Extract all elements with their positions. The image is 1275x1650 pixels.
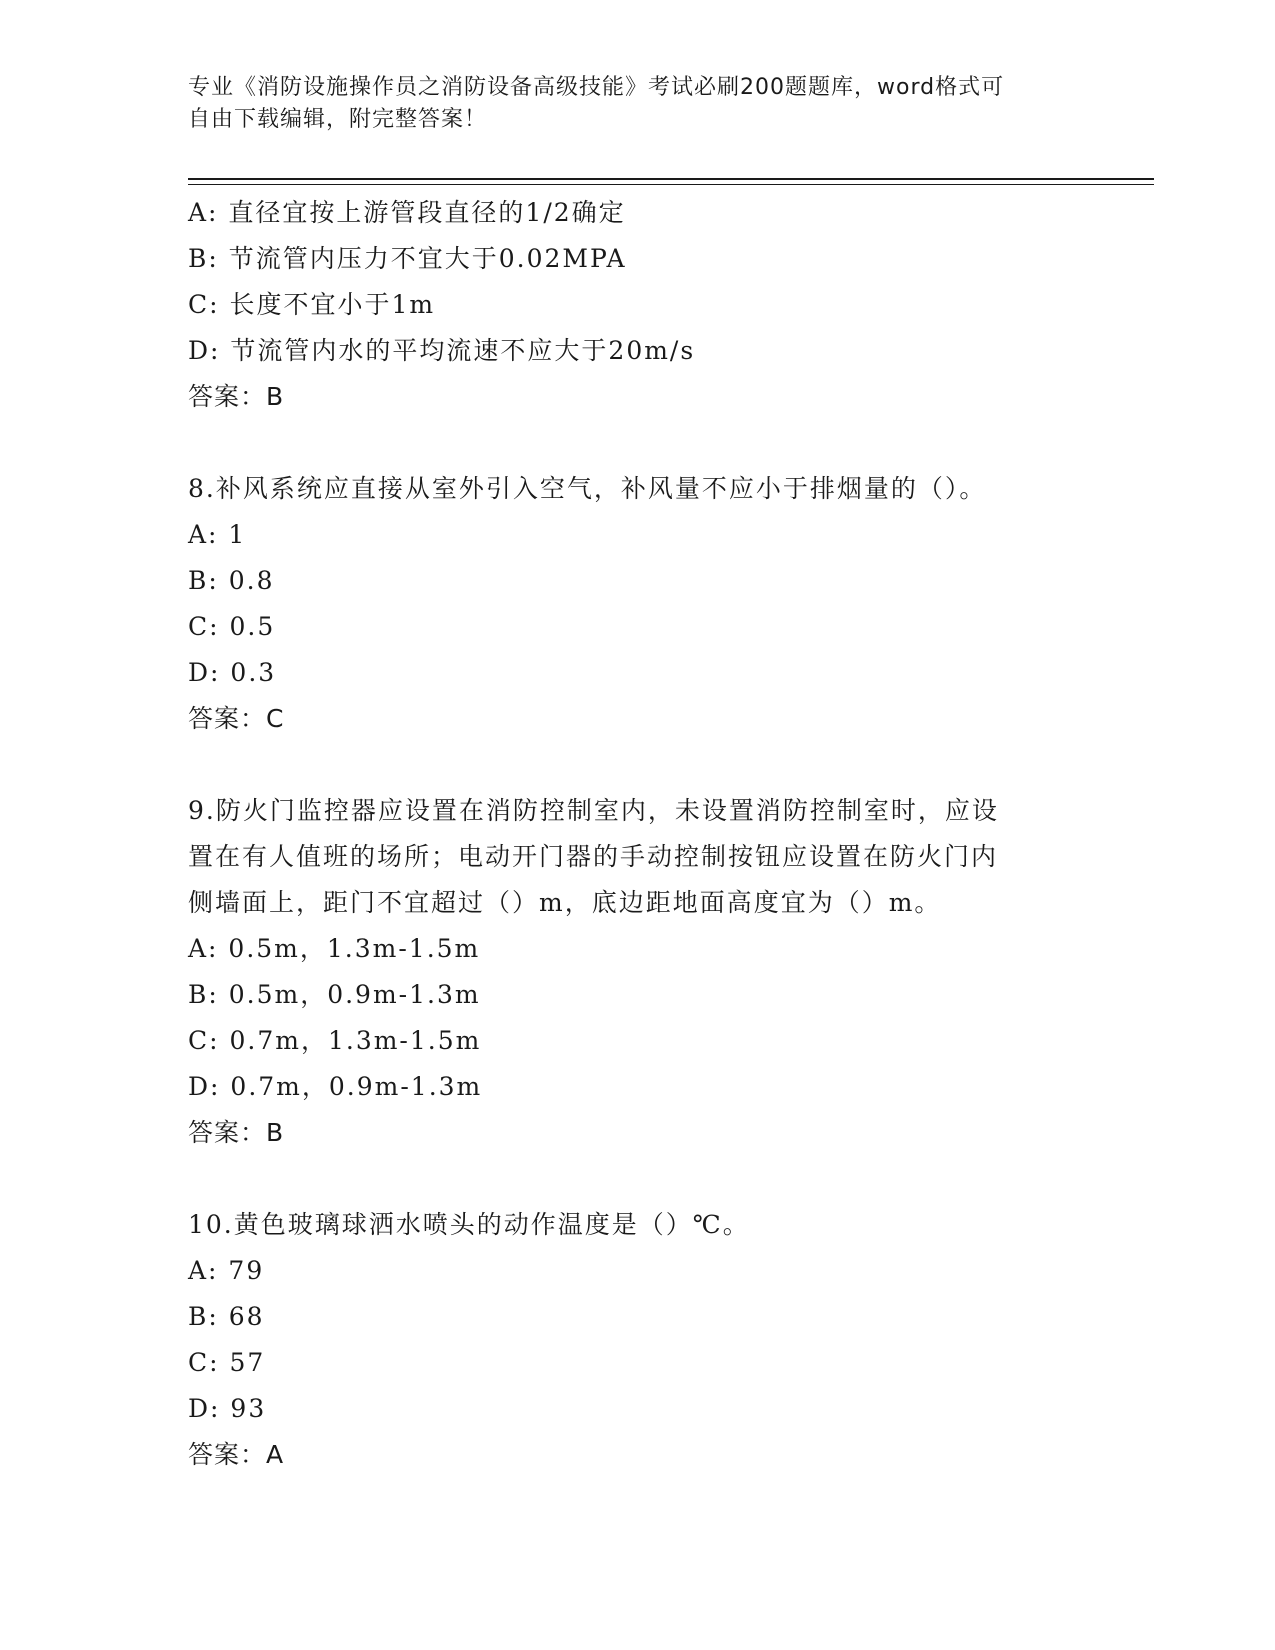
q9-option-d: D: 0.7m，0.9m-1.3m (188, 1072, 483, 1101)
q7-option-b: B: 节流管内压力不宜大于0.02MPA (188, 244, 627, 273)
spacer (188, 742, 1088, 788)
q7-answer: 答案：B (188, 382, 285, 411)
q9-option-a: A: 0.5m，1.3m-1.5m (188, 934, 481, 963)
q10-answer: 答案：A (188, 1440, 285, 1469)
header-divider-top (188, 178, 1154, 180)
q9-stem-line-1: 9.防火门监控器应设置在消防控制室内，未设置消防控制室时，应设 (188, 796, 999, 825)
q7-option-d: D: 节流管内水的平均流速不应大于20m/s (188, 336, 696, 365)
document-header (188, 72, 1068, 136)
q10-option-d: D: 93 (188, 1394, 267, 1423)
q8-answer: 答案：C (188, 704, 285, 733)
q9-option-c: C: 0.7m，1.3m-1.5m (188, 1026, 482, 1055)
q8-option-b: B: 0.8 (188, 566, 275, 595)
q7-option-c: C: 长度不宜小于1m (188, 290, 436, 319)
q8-stem: 8.补风系统应直接从室外引入空气，补风量不应小于排烟量的（）。 (188, 474, 987, 503)
question-7 (188, 190, 1088, 420)
q10-option-c: C: 57 (188, 1348, 266, 1377)
q9-stem-line-3: 侧墙面上，距门不宜超过（）m，底边距地面高度宜为（）m。 (188, 888, 942, 917)
q8-option-c: C: 0.5 (188, 612, 276, 641)
spacer (188, 1156, 1088, 1202)
header-divider-bottom (188, 184, 1154, 185)
q9-answer: 答案：B (188, 1118, 285, 1147)
question-10 (188, 1202, 1088, 1478)
spacer (188, 420, 1088, 466)
question-8 (188, 466, 1088, 742)
q9-stem-line-2: 置在有人值班的场所；电动开门器的手动控制按钮应设置在防火门内 (188, 842, 999, 871)
header-line-2: 自由下载编辑，附完整答案！ (188, 107, 488, 132)
q10-stem: 10.黄色玻璃球洒水喷头的动作温度是（）℃。 (188, 1210, 750, 1239)
q8-option-a: A: 1 (188, 520, 247, 549)
q10-option-b: B: 68 (188, 1302, 265, 1331)
q7-option-a: A: 直径宜按上游管段直径的1/2确定 (188, 198, 626, 227)
question-9 (188, 788, 1088, 1156)
q9-option-b: B: 0.5m，0.9m-1.3m (188, 980, 481, 1009)
q10-option-a: A: 79 (188, 1256, 265, 1285)
q8-option-d: D: 0.3 (188, 658, 277, 687)
header-line-1: 专业《消防设施操作员之消防设备高级技能》考试必刷200题题库，word格式可 (188, 75, 1005, 100)
question-list (188, 190, 1088, 1478)
